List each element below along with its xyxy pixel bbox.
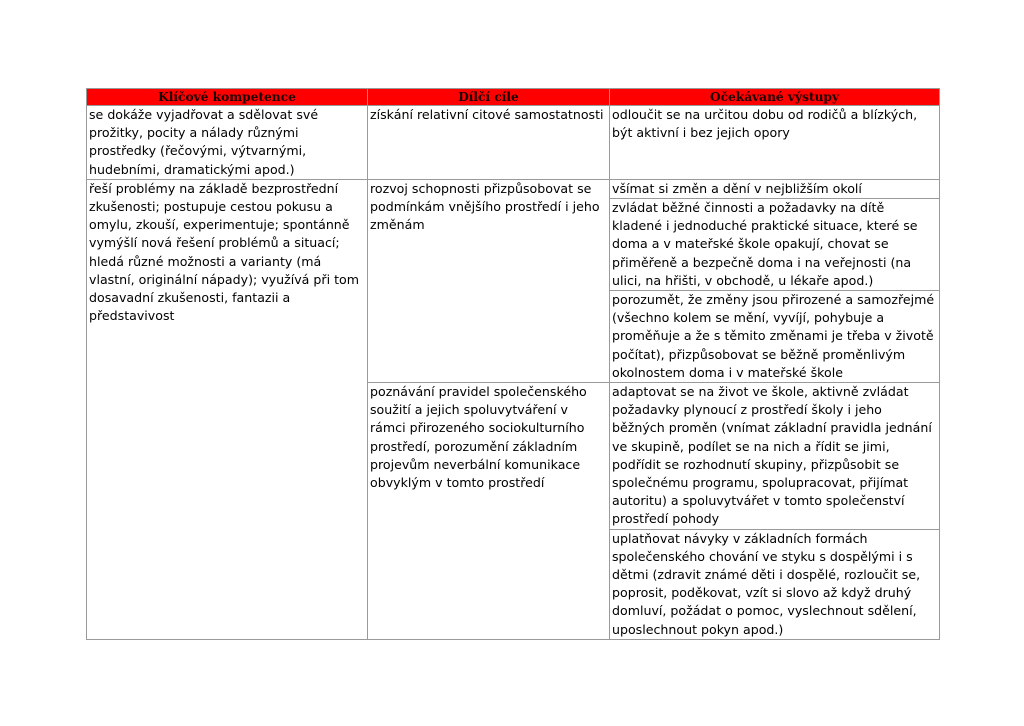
goal-cell: rozvoj schopnosti přizpůsobovat se podmínkám vnějšího prostředí i jeho změnám: [368, 179, 610, 382]
output-cell: odloučit se na určitou dobu od rodičů a blízkých, být aktivní i bez jejich opory: [610, 106, 940, 180]
output-cell: všímat si změn a dění v nejbližším okolí: [610, 179, 940, 198]
table-row: [87, 106, 940, 180]
competence-table: [86, 88, 940, 640]
header-key-competence: Klíčové kompetence: [87, 89, 368, 106]
competence-cell: řeší problémy na základě bezprostřední zkušenosti; postupuje cestou pokusu a omylu, zkouší, experimentuje; spontánně vymýšlí nová řešení problémů a situací; hledá různé možnosti a varianty (má vlastní, originální nápady); využívá při tom dosavadní zkušenosti, fantazii a představivost: [87, 179, 368, 639]
table-header-row: [87, 89, 940, 106]
output-cell: porozumět, že změny jsou přirozené a samozřejmé (všechno kolem se mění, vyvíjí, pohybuje a proměňuje a že s těmito změnami je třeba v životě počítat), přizpůsobovat se běžně proměnlivým okolnostem doma i v mateřské škole: [610, 291, 940, 383]
goal-cell: získání relativní citové samostatnosti: [368, 106, 610, 180]
header-sub-goals: Dílčí cíle: [368, 89, 610, 106]
output-cell: adaptovat se na život ve škole, aktivně zvládat požadavky plynoucí z prostředí školy i jeho běžných proměn (vnímat základní pravidla jednání ve skupině, podílet se na nich a řídit se jimi, podřídit se rozhodnutí skupiny, přizpůsobit se společnému programu, spolupracovat, přijímat autoritu) a spoluvytvářet v tomto společenství prostředí pohody: [610, 383, 940, 530]
output-cell: zvládat běžné činnosti a požadavky na dítě kladené i jednoduché praktické situace, které se doma a v mateřské škole opakují, chovat se přiměřeně a bezpečně doma i na veřejnosti (na ulici, na hřišti, v obchodě, u lékaře apod.): [610, 199, 940, 291]
table-row: [87, 179, 940, 198]
header-expected-outputs: Očekávané výstupy: [610, 89, 940, 106]
output-cell: uplatňovat návyky v základních formách společenského chování ve styku s dospělými i s dětmi (zdravit známé děti i dospělé, rozloučit se, poprosit, poděkovat, vzít si slovo až když druhý domluví, požádat o pomoc, vyslechnout sdělení, uposlechnout pokyn apod.): [610, 529, 940, 639]
competence-cell: se dokáže vyjadřovat a sdělovat své prožitky, pocity a nálady různými prostředky (řečovými, výtvarnými, hudebními, dramatickými apod.): [87, 106, 368, 180]
goal-cell: poznávání pravidel společenského soužití a jejich spoluvytváření v rámci přirozeného sociokulturního prostředí, porozumění základním projevům neverbální komunikace obvyklým v tomto prostředí: [368, 383, 610, 640]
